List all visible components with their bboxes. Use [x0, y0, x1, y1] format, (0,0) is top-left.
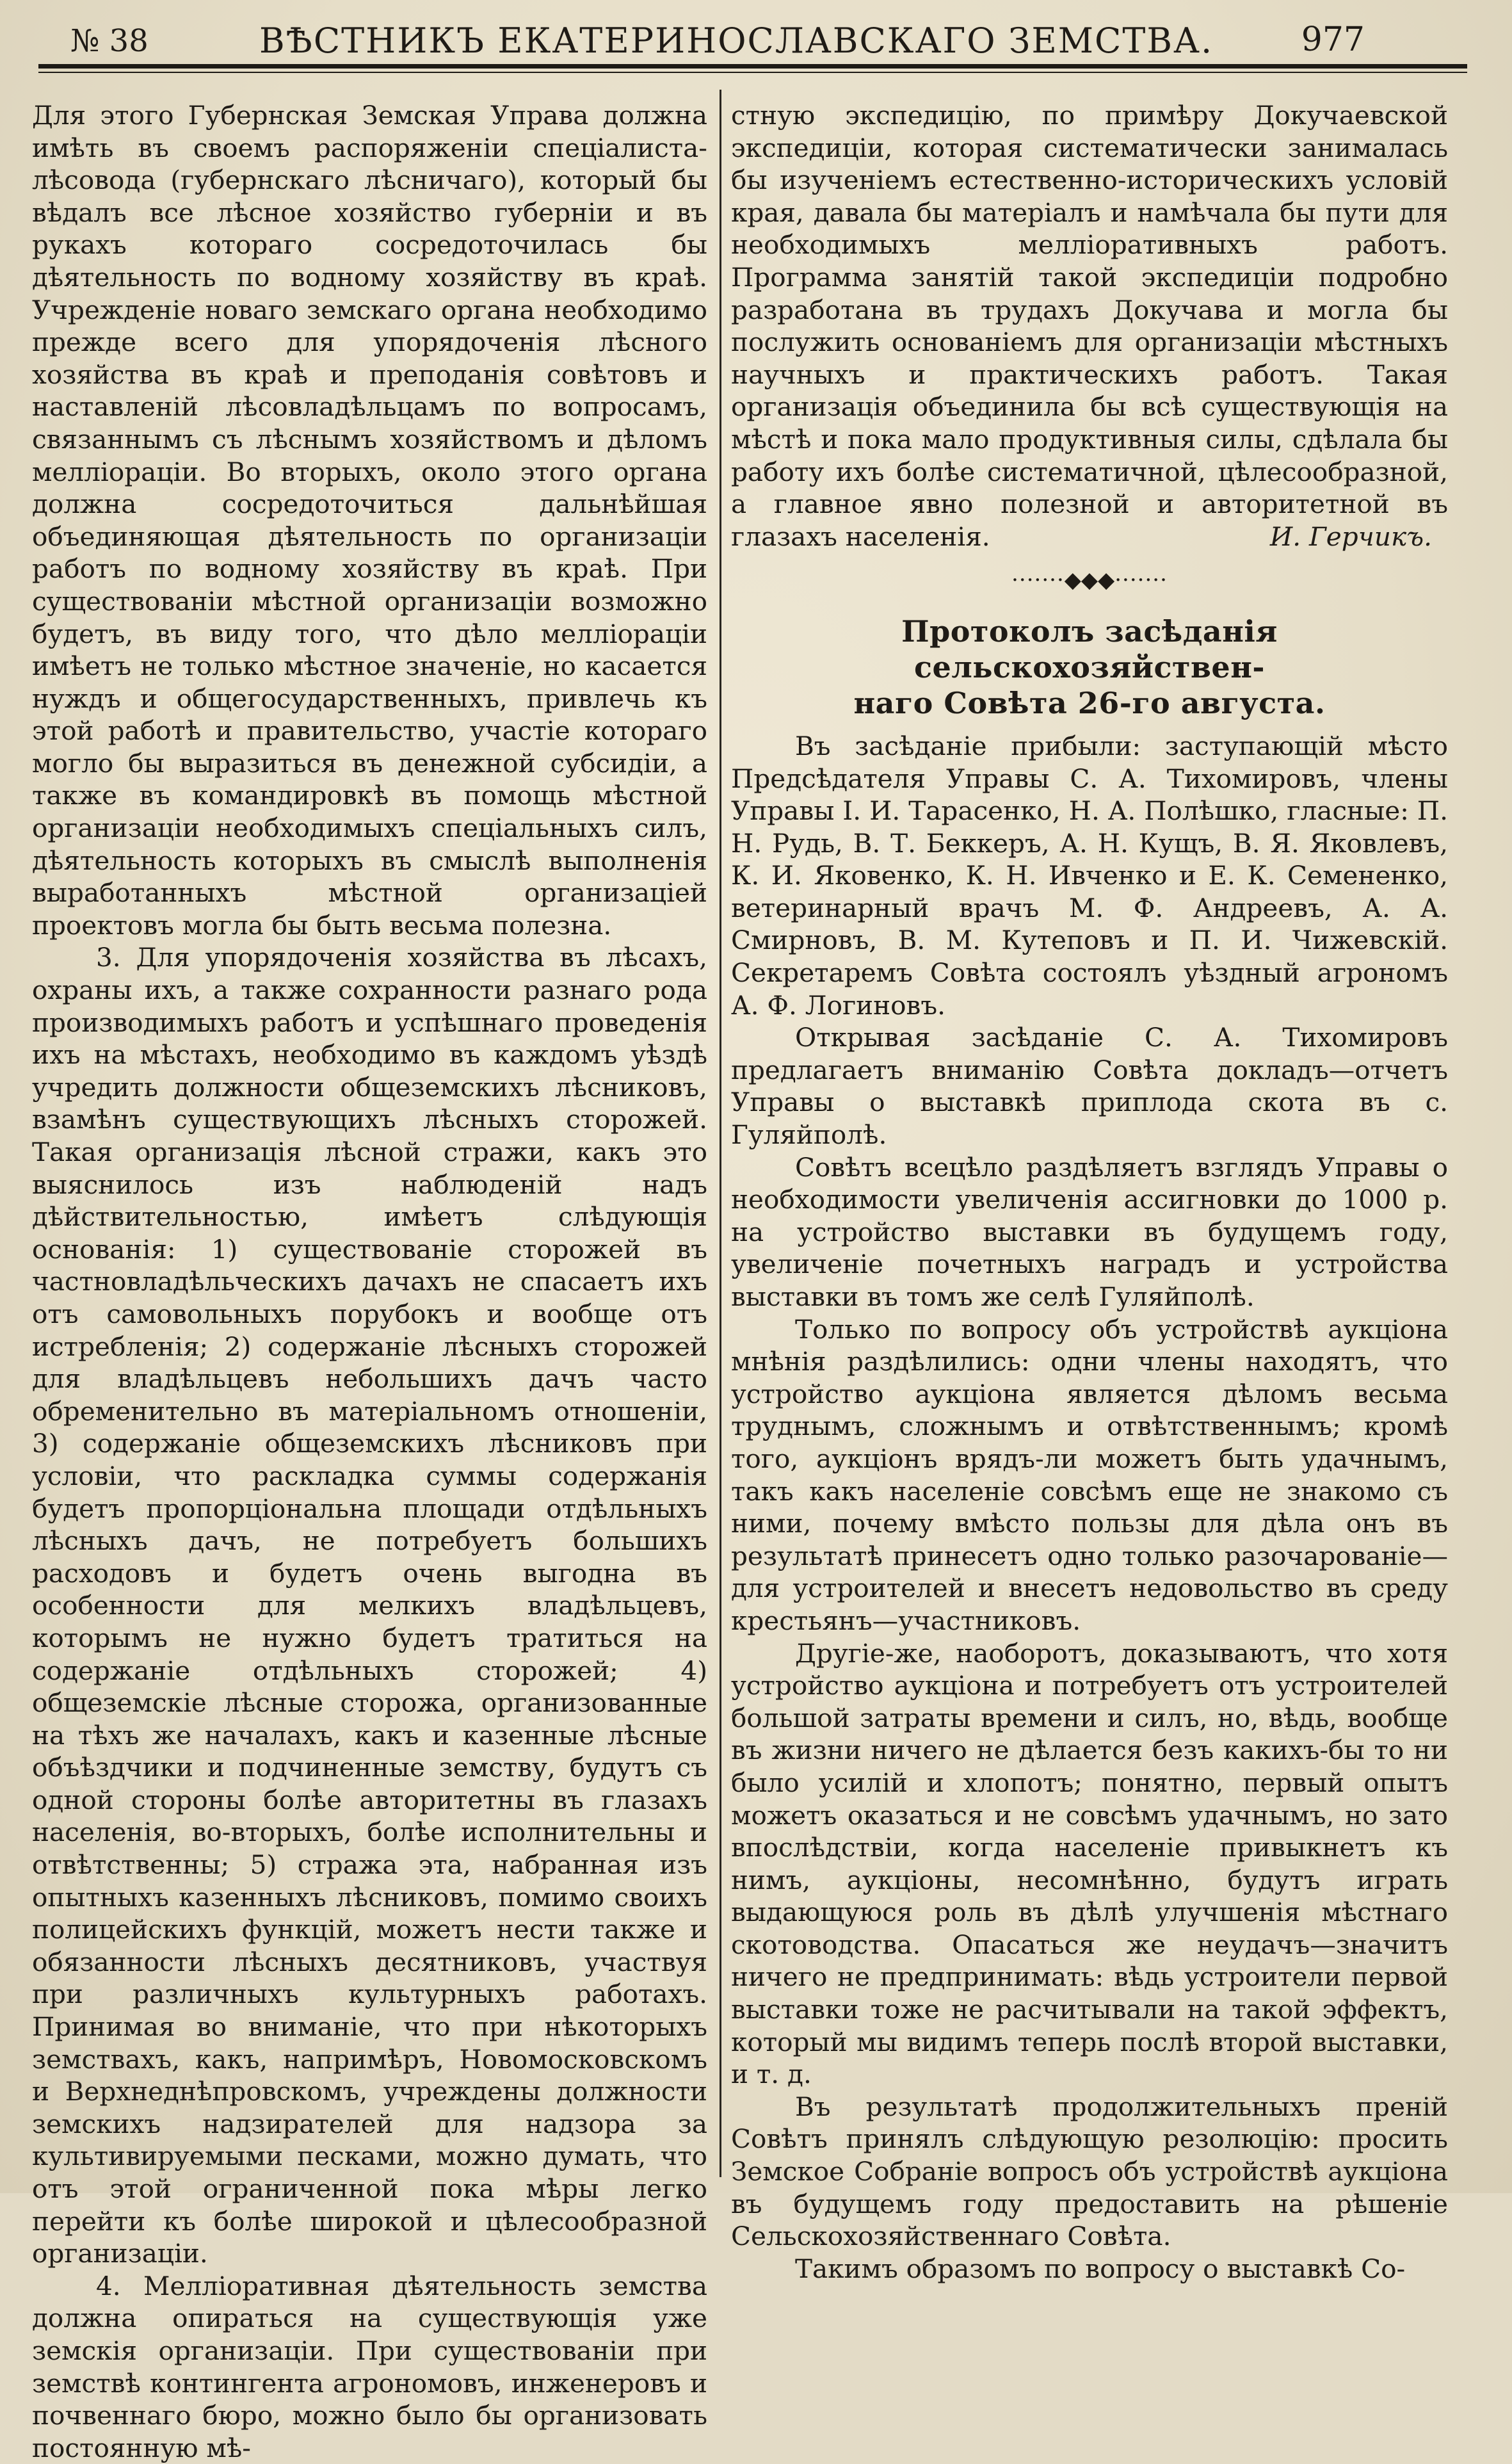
- issue-number: № 38: [70, 23, 149, 59]
- heading-line: наго Совѣта 26-го августа.: [853, 685, 1326, 720]
- paragraph: Такимъ образомъ по вопросу о выставкѣ Со-: [795, 2253, 1406, 2284]
- paragraph: стную экспедицію, по примѣру Докучаевской экспедиціи, которая систематически занималась бы изученіемъ естественно-историческихъ условій края, давала бы матеріалъ и намѣчала бы пути для необходимыхъ мелліоративныхъ работъ. Программа занятій такой экспедиціи подробно разработана въ трудахъ Докучава и могла бы послужить основаніемъ для организаціи мѣстныхъ научныхъ и практическихъ работъ. Такая организація объединила бы всѣ существующія на мѣстѣ и пока мало продуктивныя силы, сдѣлала бы работу ихъ болѣе систематичной, цѣлесообразной, а главное явно полезной и авторитетной въ глазахъ населенія.: [731, 100, 1448, 552]
- paragraph: Въ результатѣ продолжительныхъ преній Совѣтъ принялъ слѣдующую резолюцію: просить Земское Собраніе вопросъ объ устройствѣ аукціона въ будущемъ году предоставить на рѣшеніе Сельскохозяйственнаго Совѣта.: [731, 2091, 1448, 2252]
- article-heading: [731, 613, 1448, 721]
- diamond-ornament-icon: ◆◆◆: [1064, 567, 1115, 594]
- article-ending: [731, 99, 1448, 553]
- paragraph: Въ засѣданіе прибыли: заступающій мѣсто Предсѣдателя Управы С. А. Тихомировъ, члены Управы І. И. Тарасенко, Н. А. Полѣшко, гласные: П. Н. Рудь, В. Т. Беккеръ, А. Н. Кущъ, В. Я. Яковлевъ, К. И. Яковенко, К. Н. Ивченко и Е. К. Семененко, ветеринарный врачъ М. Ф. Андреевъ, А. А. Смирновъ, В. М. Кутеповъ и П. И. Чижевскій. Секретаремъ Совѣта состоялъ уѣздный агрономъ А. Ф. Логиновъ.: [731, 730, 1448, 1021]
- publication-title: ВѢСТНИКЪ ЕКАТЕРИНОСЛАВСКАГО ЗЕМСТВА.: [259, 20, 1214, 61]
- paragraph: Совѣтъ всецѣло раздѣляетъ взглядъ Управы о необходимости увеличенія ассигновки до 1000 р. на устройство выставки въ будущемъ году, увеличеніе почетныхъ наградъ и устройства выставки въ томъ же селѣ Гуляйполѣ.: [731, 1151, 1448, 1312]
- paragraph: 4. Мелліоративная дѣятельность земства должна опираться на существующія уже земскія организаціи. При существованіи при земствѣ контингента агрономовъ, инженеровъ и почвеннаго бюро, можно было бы организовать постоянную мѣ-: [32, 2270, 707, 2463]
- author-signature: И. Герчикъ.: [1269, 521, 1432, 552]
- paragraph: Для этого Губернская Земская Управа должна имѣть въ своемъ распоряженіи спеціалиста-лѣсовода (губернскаго лѣсничаго), который бы вѣдалъ все лѣсное хозяйство губерніи и въ рукахъ котораго сосредоточилась бы дѣятельность по водному хозяйству въ краѣ. Учрежденіе новаго земскаго органа необходимо прежде всего для упорядоченія лѣсного хозяйства въ краѣ и преподанія совѣтовъ и наставленій лѣсовладѣльцамъ по вопросамъ, связаннымъ съ лѣснымъ хозяйствомъ и дѣломъ мелліораціи. Во вторыхъ, около этого органа должна сосредоточиться дальнѣйшая объединяющая дѣятельность по организаціи работъ по водному хозяйству въ краѣ. При существованіи мѣстной организаціи возможно будетъ, въ виду того, что дѣло мелліораціи имѣетъ не только мѣстное значеніе, но касается нуждъ и общегосударственныхъ, привлечь къ этой работѣ и правительство, участіе котораго могло бы выразиться въ денежной субсидіи, а также въ командировкѣ въ помощь мѣстной организаціи необходимыхъ спеціальныхъ силъ, дѣятельность которыхъ въ смыслѣ выполненія выработанныхъ мѣстной организаціей проектовъ могла бы быть весьма полезна.: [32, 100, 707, 941]
- right-column: [731, 99, 1448, 2285]
- left-column: [32, 99, 707, 2464]
- heading-line: Протоколъ засѣданія сельскохозяйствен-: [901, 613, 1278, 685]
- paragraph: Открывая засѣданіе С. А. Тихомировъ предлагаетъ вниманію Совѣта докладъ—отчетъ Управы о выставкѣ приплода скота въ с. Гуляйполѣ.: [731, 1022, 1448, 1151]
- page-number: 977: [1301, 20, 1365, 59]
- paragraph: Только по вопросу объ устройствѣ аукціона мнѣнія раздѣлились: одни члены находятъ, что устройство аукціона является дѣломъ весьма труднымъ, сложнымъ и отвѣтственнымъ; кромѣ того, аукціонъ врядъ-ли можетъ быть удачнымъ, такъ какъ населеніе совсѣмъ еще не знакомо съ ними, почему вмѣсто пользы для дѣла онъ въ результатѣ принесетъ одно только разочарованіе—для устроителей и внесетъ недовольство въ среду крестьянъ—участниковъ.: [731, 1313, 1448, 1636]
- paragraph: Другіе-же, наоборотъ, доказываютъ, что хотя устройство аукціона и потребуетъ отъ устроителей большой затраты времени и силъ, но, вѣдь, вообще въ жизни ничего не дѣлается безъ какихъ-бы то ни было усилій и хлопотъ; понятно, первый опытъ можетъ оказаться и не совсѣмъ удачнымъ, но зато впослѣдствіи, когда населеніе привыкнетъ къ нимъ, аукціоны, несомнѣнно, будутъ играть выдающуюся роль въ дѣлѣ улучшенія мѣстнаго скотоводства. Опасаться же неудачъ—значитъ ничего не предпринимать: вѣдь устроители первой выставки тоже не расчитывали на такой эффектъ, который мы видимъ теперь послѣ второй выставки, и т. д.: [731, 1637, 1448, 2090]
- page-header: [70, 14, 1454, 59]
- header-rule: [38, 64, 1467, 73]
- paragraph: 3. Для упорядоченія хозяйства въ лѣсахъ, охраны ихъ, а также сохранности разнаго рода производимыхъ работъ и успѣшнаго проведенія ихъ на мѣстахъ, необходимо въ каждомъ уѣздѣ учредить должности общеземскихъ лѣсниковъ, взамѣнъ существующихъ лѣсныхъ сторожей. Такая организація лѣсной стражи, какъ это выяснилось изъ наблюденій надъ дѣйствительностью, имѣетъ слѣдующія основанія: 1) существованіе сторожей въ частновладѣльческихъ дачахъ не спасаетъ ихъ отъ самовольныхъ порубокъ и вообще отъ истребленія; 2) содержаніе лѣсныхъ сторожей для владѣльцевъ небольшихъ дачъ часто обременительно въ матеріальномъ отношеніи, 3) содержаніе общеземскихъ лѣсниковъ при условіи, что раскладка суммы содержанія будетъ пропорціональна площади отдѣльныхъ лѣсныхъ дачъ, не потребуетъ большихъ расходовъ и будетъ очень выгодна въ особенности для мелкихъ владѣльцевъ, которымъ не нужно будетъ тратиться на содержаніе отдѣльныхъ сторожей; 4) общеземскіе лѣсные сторожа, организованные на тѣхъ же началахъ, какъ и казенные лѣсные объѣздчики и подчиненные земству, будутъ съ одной стороны болѣе авторитетны въ глазахъ населенія, во-вторыхъ, болѣе исполнительны и отвѣтственны; 5) стража эта, набранная изъ опытныхъ казенныхъ лѣсниковъ, помимо своихъ полицейскихъ функцій, можетъ нести также и обязанности лѣсныхъ десятниковъ, участвуя при различныхъ культурныхъ работахъ. Принимая во вниманіе, что при нѣкоторыхъ земствахъ, какъ, напримѣръ, Новомосковскомъ и Верхнеднѣпровскомъ, учреждены должности земскихъ надзирателей для надзора за культивируемыми песками, можно думать, что отъ этой ограниченной пока мѣры легко перейти къ болѣе широкой и цѣлесообразной организаціи.: [32, 942, 707, 2269]
- section-ornament: ·······◆◆◆·······: [1011, 567, 1168, 594]
- column-divider: [720, 90, 721, 2177]
